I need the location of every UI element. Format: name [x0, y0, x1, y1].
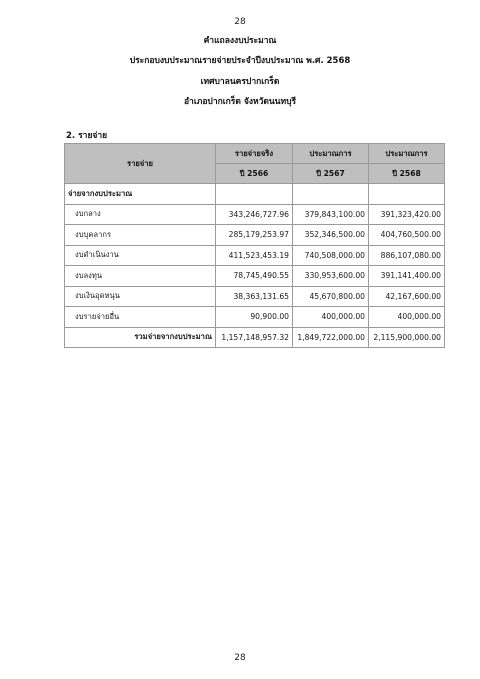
column-header-2567-line2: ปี 2567 — [293, 164, 369, 184]
value-2568: 404,760,500.00 — [369, 225, 445, 246]
table-header-row-1 — [65, 144, 445, 164]
heading-title: คำแถลงงบประมาณ — [203, 36, 277, 46]
page-number-top: 28 — [234, 17, 246, 27]
value-2567: 400,000.00 — [293, 307, 369, 328]
table-row — [65, 286, 445, 307]
column-header-2566-line2: ปี 2566 — [216, 164, 293, 184]
empty-cell — [293, 184, 369, 205]
expenditure-table — [64, 143, 445, 348]
column-header-2567-line1: ประมาณการ — [293, 144, 369, 164]
column-header-2566-line1: รายจ่ายจริง — [216, 144, 293, 164]
value-2566: 90,900.00 — [216, 307, 293, 328]
column-header-2568-line2: ปี 2568 — [369, 164, 445, 184]
value-2568: 391,323,420.00 — [369, 204, 445, 225]
value-2568: 886,107,080.00 — [369, 245, 445, 266]
total-2567: 1,849,722,000.00 — [293, 327, 369, 348]
value-2568: 391,141,400.00 — [369, 266, 445, 287]
row-label: งบกลาง — [65, 204, 216, 225]
row-label: งบเงินอุดหนุน — [65, 286, 216, 307]
table-row — [65, 204, 445, 225]
empty-cell — [369, 184, 445, 205]
row-label: งบดำเนินงาน — [65, 245, 216, 266]
table-row — [65, 225, 445, 246]
total-label: รวมจ่ายจากงบประมาณ — [65, 327, 216, 348]
heading-location: อำเภอปากเกร็ด จังหวัดนนทบุรี — [183, 97, 297, 107]
value-2566: 411,523,453.19 — [216, 245, 293, 266]
group-row — [65, 184, 445, 205]
value-2566: 78,745,490.55 — [216, 266, 293, 287]
row-header: รายจ่าย — [65, 144, 216, 184]
value-2566: 343,246,727.96 — [216, 204, 293, 225]
heading-organization: เทศบาลนครปากเกร็ด — [200, 77, 280, 87]
value-2567: 45,670,800.00 — [293, 286, 369, 307]
column-header-2568-line1: ประมาณการ — [369, 144, 445, 164]
row-label: งบรายจ่ายอื่น — [65, 307, 216, 328]
heading-subtitle: ประกอบงบประมาณรายจ่ายประจำปีงบประมาณ พ.ศ. 2568 — [129, 56, 351, 66]
row-label: งบบุคลากร — [65, 225, 216, 246]
total-row — [65, 327, 445, 348]
value-2567: 352,346,500.00 — [293, 225, 369, 246]
total-2568: 2,115,900,000.00 — [369, 327, 445, 348]
value-2568: 42,167,600.00 — [369, 286, 445, 307]
value-2566: 38,363,131.65 — [216, 286, 293, 307]
value-2567: 330,953,600.00 — [293, 266, 369, 287]
row-label: งบลงทุน — [65, 266, 216, 287]
total-2566: 1,157,148,957.32 — [216, 327, 293, 348]
section-label: 2. รายจ่าย — [66, 131, 108, 141]
value-2567: 740,508,000.00 — [293, 245, 369, 266]
value-2567: 379,843,100.00 — [293, 204, 369, 225]
table-row — [65, 245, 445, 266]
value-2568: 400,000.00 — [369, 307, 445, 328]
page-number-bottom: 28 — [234, 653, 246, 663]
table-row — [65, 307, 445, 328]
empty-cell — [216, 184, 293, 205]
value-2566: 285,179,253.97 — [216, 225, 293, 246]
table-row — [65, 266, 445, 287]
group-label: จ่ายจากงบประมาณ — [65, 184, 216, 205]
